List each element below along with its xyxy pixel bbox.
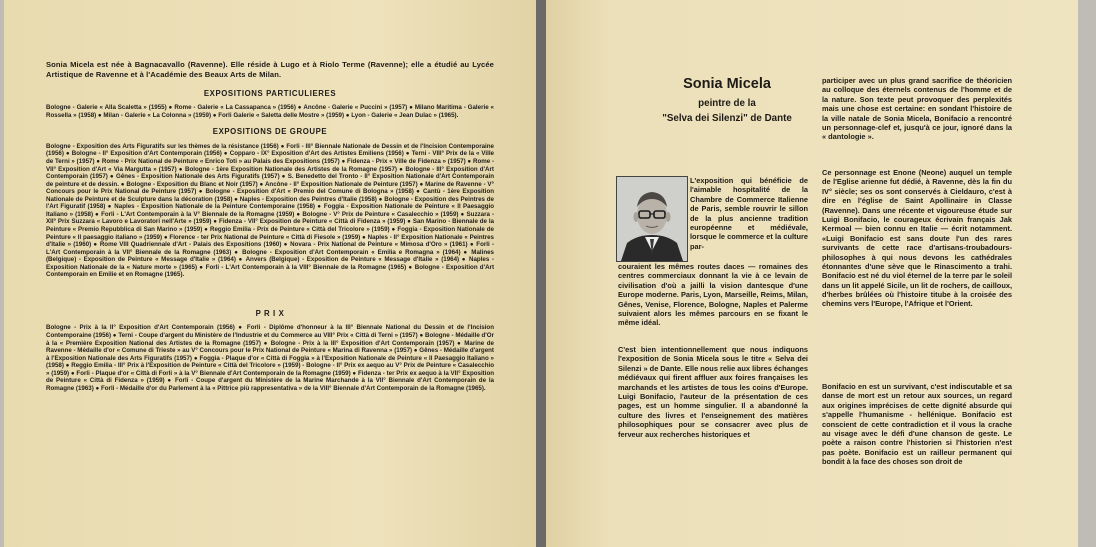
subtitle-line-2: "Selva dei Silenzi" de Dante: [662, 113, 792, 124]
artist-name: Sonia Micela: [683, 76, 771, 92]
left-page-content: [46, 60, 494, 393]
solo-exhibitions-list: Bologne - Galerie « Alla Scaletta » (1955) ● Rome - Galerie « La Cassapanca » (1956) ● Ancône - Galerie « Puccini » (1957) ● Milano Maritima - Galerie « Rossella » (1958) ● Milan - Galerie « La Colonna » (1959) ● Forli Galerie « Saletta delle Mostre » (1959) ● Lyon - Galerie « Jean Dulac » (1965).: [46, 104, 494, 119]
text-block: participer avec un plus grand sacrifice de théoricien au colloque des éternels contenus de l'homme et de la nature. Son texte peut provoquer des perplexités mais une chose est certaine: en sondant l'histoire de la ville natale de Sonia Micela, Bonifacio a rencontré un personnage-clef et, jusqu'à ce jour, ignoré dans la « dantologie ».: [822, 76, 1012, 142]
subtitle-line-1: peintre de la: [698, 98, 756, 109]
left-page: [4, 0, 536, 547]
artist-bio: Sonia Micela est née à Bagnacavallo (Ravenne). Elle réside à Lugo et à Riolo Terme (Ravenne); elle a étudié au Lycée Artistique de Ravenne et à l'Académie des Beaux Arts de Milan.: [46, 60, 494, 79]
text-block: C'est bien intentionnellement que nous indiquons l'exposition de Sonia Micela sous le titre « Selva dei Silenzi » de Dante. Elle nous relie aux libres échanges médiévaux qui firent affluer aux foires françaises les marchands et les artistes de tous les coins d'Europe. Luigi Bonifacio, l'auteur de la présentation de ces pages, est un homme singulier. Il a abandonné la culture des livres et l'enseignement des matières philosophiques pour se consacrer avec plus de ferveur aux recherches historiques et: [618, 345, 808, 439]
book-spine: [536, 0, 546, 547]
group-exhibitions-list: Bologne - Exposition des Arts Figuratifs sur les thèmes de la résistance (1956) ● Forli - III° Biennale Nationale de Dessin et de l'Incision Contemporaine (1956) ● Bologne - II° Exposition d'Art Contemporain (1956) ● Copparo - IX° Exposition d'Art des Artistes Emiliens (1956) ● Terni - VIII° Prix de la « Ville de Terni » (1957) ● Rome - Prix National de Peinture « Enrico Toti » au Palais des Expositions (1957) ● Fidenza - Prix « Ville de Fidenza » (1957) ● Rome - VII° Exposition d'Art « Via Margutta » (1957) ● Bologne - 1ère Exposition Nationale des Artistes de la Romagne (1957) ● Bologne - III° Exposition d'Art Contemporain (1957) ● Gênes - Exposition Nationale des Arts Figuratifs (1957) ● S. Benedetto del Tronto - II° Exposition Nationale d'Art Contemporain de peinture et de dessin. ● Bologne - Exposition du Blanc et Noir (1957) ● Ancône - II° Exposition Nationale de Peinture (1957) ● Marine de Ravenne - V° Concours pour le Prix National de Peinture (1957) ● Bologne - Exposition d'Art « Premio del Comune di Bologna » (1958) ● Cantù - 1ère Exposition Nationale de Peinture et de Sculpture dans la décoration (1958) ● Naples - Exposition des Peintres d'Italie (1958) ● Bologne - Exposition des Peintres de l'Art Figuratif (1958) ● Naples - Exposition Nationale de la Peinture Contemporaine (1958) ● Foggia - Exposition Nationale de Peinture « Il Paesaggio Italiano » (1958) ● Forli - L'Art Contemporain à la V° Biennale de la Romagne (1959) ● Bologne - V° Prix de Peinture « Casalecchio » (1959) ● Suzzara - XII° Prix Suzzara « Lavoro e Lavoratori nell'Arte » (1959) ● Fidenza - VII° Exposition de Peinture « Città di Fidenza » (1959) ● San Marino - Biennale de la Peinture « Premio Repubblica di San Marino » (1959) ● Reggio Emilia - Prix de Peinture « Città del Tricolore » (1959) ● Foggia - Exposition Nationale de Peinture « Il paesaggio italiano » (1959) ● Florence - ter Prix National de Peinture « Città di Fiesole » (1959) ● Naples - II° Exposition Nationale « Peintres d'Italie » (1960) ● Rome VIII Quadriennale d'Art - Palais des Expositions (1960) ● Novara - Prix National de Peinture « Mimosa d'Oro » (1961) ● Forli - L'Art Contemporain à la VII° Biennale de la Romagne (1963) ● Bologne - Exposition d'Art Contemporain « Emilia e Romagna » (1964) ● Malines (Belgique) - Exposition de Peinture « Message d'Italie » (1964) ● Anvers (Belgique) - Exposition de Peinture « Message d'Italie » (1964) ● Naples - Exposition Nationale de la « Nature morte » (1965) ● Forli - L'Art Contemporain à la VIII° Biennale de la Romagne (1965) ● Bologne - Exposition d'Art Contemporain en Emilie et en Romagne (1965).: [46, 142, 494, 279]
column-2-paragraph-1: [822, 76, 1012, 146]
right-page: [546, 0, 1078, 547]
prizes-title: P R I X: [255, 308, 285, 318]
second-paragraph: [618, 345, 808, 443]
author-portrait-photo: [616, 176, 688, 262]
text-block: Bonifacio en est un survivant, c'est indiscutable et sa danse de mort est un retour aux sources, un regard aux origines imprécises de cette dignité absurde qui s'appelle l'humanisme - hellénique. Bonifacio est conscient de cette contradiction et il vous la crache au visage avec le défi d'une chanson de geste. Le poète a raison contre l'historien si l'historien n'est pas poète. Bonifacio est un railleur permanent qui bondit à la face des choses son droit de: [822, 382, 1012, 467]
column-2-paragraph-2: [822, 168, 1012, 313]
text-block: couraient les mêmes routes daces — romaines des centres commerciaux donnant la vie à ce levain de civilisation d'où a jailli la vision dantesque d'une Europe moderne. Paris, Lyon, Marseille, Reims, Milan, Gênes, Venise, Florence, Bologne, Naples et Palerme suivaient alors les mêmes parcours en se fixant le même idéal.: [618, 262, 808, 328]
text-block: L'exposition qui bénéficie de l'aimable hospitalité de la Chambre de Commerce Italienne de Paris, semble rouvrir le sillon de la plus ancienne tradition européenne et médiévale, lorsque le commerce et la culture par-: [690, 176, 808, 251]
intro-paragraph-continued: [618, 262, 808, 332]
prizes-list: Bologne - Prix à la II° Exposition d'Art Contemporain (1956) ● Forli - Diplôme d'honneur à la III° Biennale National du Dessin et de l'Incision Contemporaine (1956) ● Terni - Coupe d'argent du Ministère de l'Industrie et du Commerce au VIII° Prix « Città di Terni » (1957) ● Bologne - Médaille d'Or à la « Première Exposition National des Artistes de la Romagne (1957) ● Bologne - Prix à la III° Exposition d'Art Contemporain (1957) ● Marine de Ravenne - Médaille d'or « Comune di Trieste » au V° Concours pour le Prix National de Peinture « Marina di Ravenna » (1957) ● Gênes - Médaille d'argent à l'Exposition Nationale des Arts Figuratifs (1957) ● Foggia - Plaque d'or « Città di Foggia » à l'Exposition Nationale de Peinture « Il Paesaggio Italiano » (1958) ● Reggio Emilia - III° Prix à l'Exposition de Peinture « Città del Tricolore » (1959) - Bologne - II° Prix ex aequo au V° Prix de Peinture « Casalecchio » (1959) ● Forli - Plaque d'or « Città di Forli » à la V° Biennale d'Art Contemporain de la Romagne (1959) ● Fidenza - ter Prix ex aequo à la VII° Exposition de Peinture « Città di Fidenza » (1959) ● Forli - Coupe d'argent du Ministère de la Marine Marchande à la VII° Biennale d'Art Contemporain de la Romagne (1963) ● Forli - Médaille d'or du Parlement à la « Pittrice più rappresentativa » de la VIII° Biennale d'Art Contemporain de la Romagne (1965).: [46, 324, 494, 392]
title-block: [642, 76, 812, 124]
group-exhibitions-title: EXPOSITIONS DE GROUPE: [212, 127, 328, 137]
solo-exhibitions-title: EXPOSITIONS PARTICULIERES: [203, 88, 337, 98]
intro-paragraph-beside-photo: [690, 176, 808, 255]
text-block: Ce personnage est Enone (Neone) auquel un temple de l'Eglise arienne fut dédié, à Ravenne, dès la fin du IV° siècle; ses os sont conservés à Cieldauro, c'est à dire en l'église de Saint Apollinaire in Classe (Ravenne). Dans une récente et vigoureuse étude sur Luigi Bonifacio, le courageux écrivain français Jak Kermoal — bien connu en Italie — écrit notamment. «Luigi Bonifacio est sans doute l'un des rares survivants de cette race d'artisans-troubadours-philosophes à qui nous devons les cathédrales étonnantes d'une sève que le Rinascimento a trahi. Bonifacio est né du viol éternel de la terre par le soleil dans un lit appelé Sicile, un lit de rochers, de cailloux, d'herbes brûlées où l'histoire titube à la croisée des chemins vers l'Europe, l'Afrique et l'Orient.: [822, 168, 1012, 309]
column-2-paragraph-3: [822, 382, 1012, 471]
